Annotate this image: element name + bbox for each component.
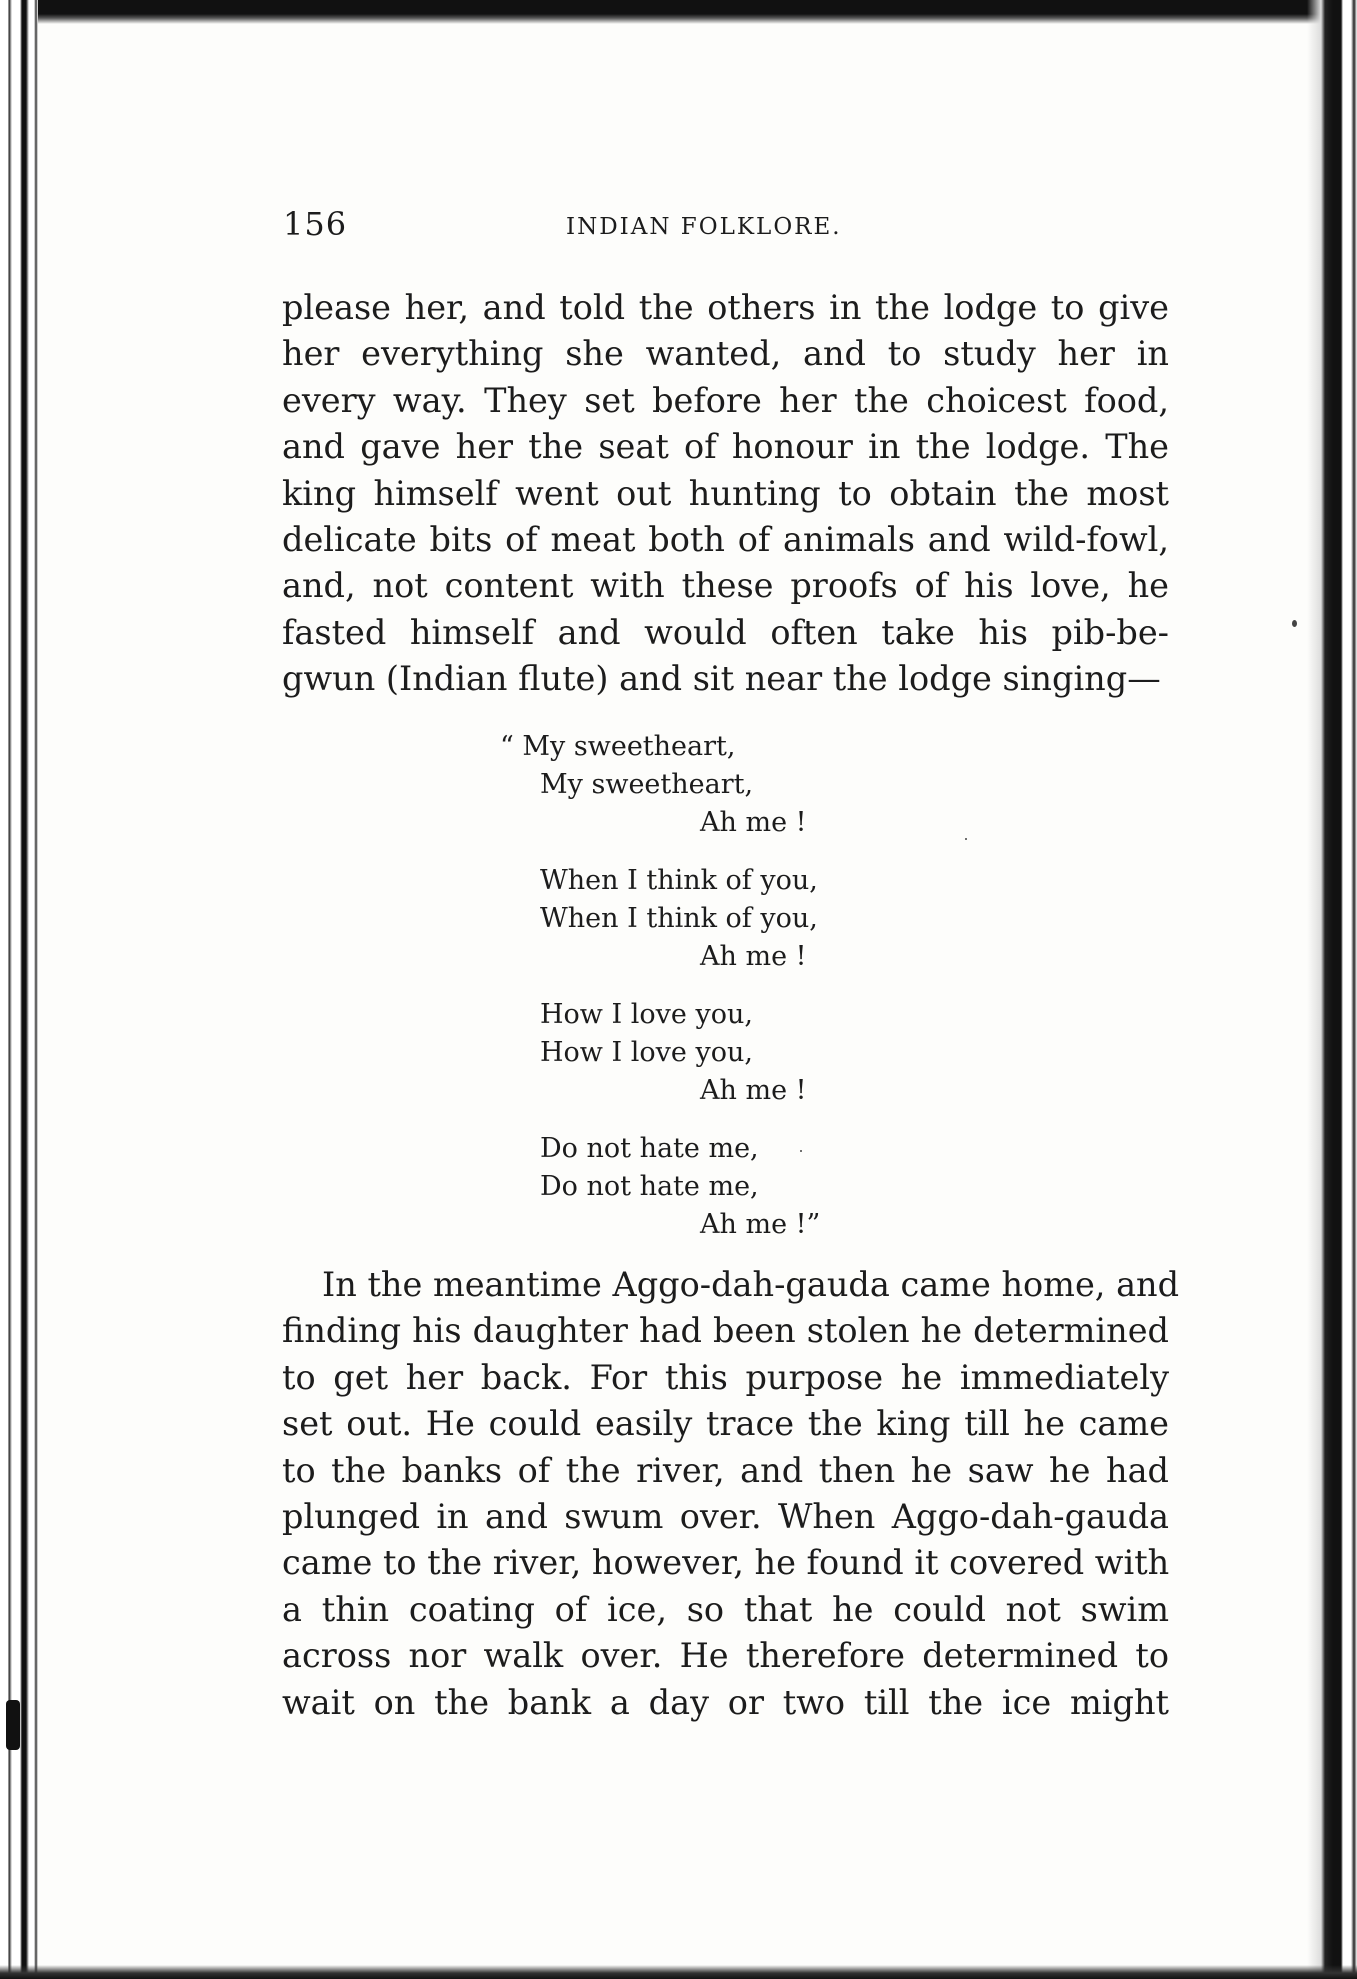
text-line: and, not content with these proofs of his love, he — [282, 566, 1169, 606]
scan-speck — [6, 1700, 20, 1750]
poem-line: When I think of you, — [540, 903, 818, 934]
page-number: 156 — [283, 205, 348, 243]
scan-speck — [800, 1150, 802, 1152]
poem-refrain: Ah me !” — [700, 1209, 821, 1240]
scan-speck — [1292, 620, 1297, 627]
text-line: to get her back. For this purpose he immediately — [282, 1357, 1169, 1397]
poem-refrain: Ah me ! — [700, 941, 807, 972]
text-line: every way. They set before her the choicest food, — [282, 380, 1169, 420]
poem-line: How I love you, — [540, 999, 753, 1030]
text-line: and gave her the seat of honour in the lodge. The — [282, 427, 1169, 467]
text-line: gwun (Indian flute) and sit near the lodge singing— — [282, 659, 1161, 699]
page-header — [283, 205, 883, 245]
text-line: wait on the bank a day or two till the ice might — [282, 1682, 1169, 1722]
poem-line: When I think of you, — [540, 865, 818, 896]
text-line: king himself went out hunting to obtain the most — [282, 473, 1169, 513]
text-line: finding his daughter had been stolen he determined — [282, 1311, 1169, 1351]
text-line: a thin coating of ice, so that he could not swim — [282, 1589, 1169, 1629]
poem-refrain: Ah me ! — [700, 1075, 807, 1106]
poem-stanza-4 — [500, 1130, 920, 1244]
text-line: set out. He could easily trace the king till he came — [282, 1404, 1169, 1444]
text-line: across nor walk over. He therefore determined to — [282, 1636, 1169, 1676]
scan-edge-left — [0, 0, 38, 1979]
text-line: her everything she wanted, and to study her in — [282, 334, 1169, 374]
paragraph-2 — [282, 1262, 1180, 1726]
text-line: fasted himself and would often take his pib-be- — [282, 612, 1169, 652]
scan-edge-top — [0, 0, 1357, 24]
scan-edge-right — [1307, 0, 1357, 1979]
poem-refrain: Ah me ! — [700, 807, 807, 838]
poem-line: Do not hate me, — [540, 1133, 759, 1164]
text-line: plunged in and swum over. When Aggo-dah-gauda — [282, 1496, 1169, 1536]
scan-speck — [965, 838, 967, 840]
poem-stanza-2 — [500, 862, 920, 976]
text-line: to the banks of the river, and then he saw he had — [282, 1450, 1169, 1490]
poem-stanza-3 — [500, 996, 920, 1110]
paragraph-1 — [282, 285, 1169, 703]
poem — [500, 728, 920, 1264]
poem-line: My sweetheart, — [540, 769, 754, 800]
poem-line: “ My sweetheart, — [500, 731, 736, 762]
scan-edge-bottom — [0, 1965, 1357, 1979]
poem-line: How I love you, — [540, 1037, 753, 1068]
text-line: came to the river, however, he found it covered with — [282, 1543, 1170, 1583]
text-line: delicate bits of meat both of animals and wild-fowl, — [282, 519, 1169, 559]
text-line: In the meantime Aggo-dah-gauda came home, and — [322, 1265, 1180, 1304]
poem-stanza-1 — [500, 728, 920, 842]
text-line: please her, and told the others in the lodge to give — [282, 288, 1169, 327]
running-head: INDIAN FOLKLORE. — [566, 214, 842, 240]
poem-line: Do not hate me, — [540, 1171, 759, 1202]
